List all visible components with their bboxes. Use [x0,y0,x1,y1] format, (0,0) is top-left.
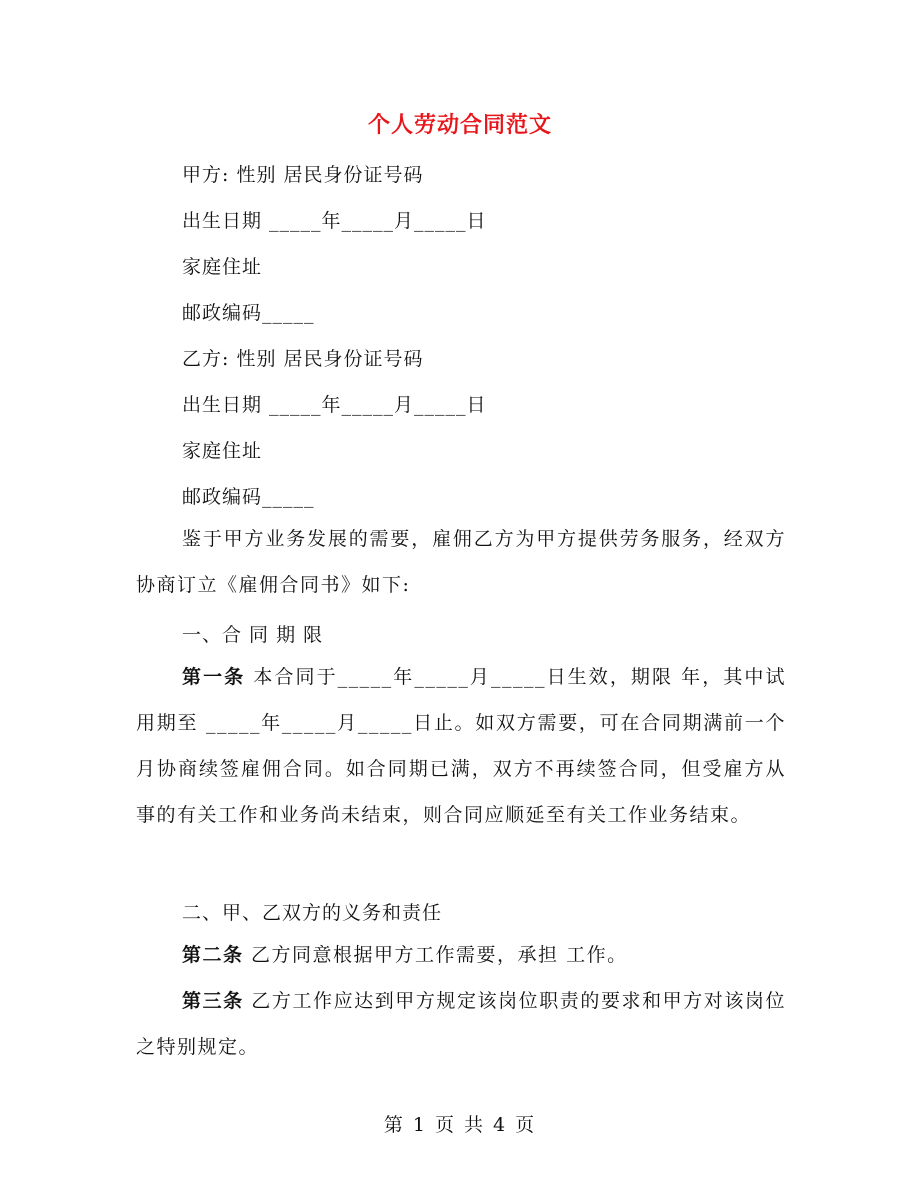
party-b-info: 乙方: 性别 居民身份证号码 [182,348,424,370]
article-3-paragraph [136,978,786,1070]
party-a-birth-date: 出生日期 _____年_____月_____日 [182,210,487,232]
section-1-heading: 一、合 同 期 限 [182,624,324,646]
article-1-text: 本合同于_____年_____月_____日生效，期限 年，其中试用期至 _____年_____月_____日止。如双方需要，可在合同期满前一个月协商续签雇佣合同。如合同期已满，双方不再续签合同，但受雇方从事的有关工作和业务尚未结束，则合同应顺延至有关工作业务结束。 [136,666,786,826]
document-title: 个人劳动合同范文 [367,112,552,138]
preamble-paragraph: 鉴于甲方业务发展的需要，雇佣乙方为甲方提供劳务服务，经双方协商订立《雇佣合同书》如下: [136,528,786,596]
article-3-text: 乙方工作应达到甲方规定该岗位职责的要求和甲方对该岗位之特别规定。 [136,990,786,1058]
article-1-paragraph [136,654,786,838]
party-b-birth-date: 出生日期 _____年_____月_____日 [182,394,487,416]
article-2-text: 乙方同意根据甲方工作需要，承担 工作。 [243,944,628,966]
party-a-postcode: 邮政编码_____ [182,302,315,324]
article-2-paragraph [136,932,786,978]
party-a-address: 家庭住址 [182,256,263,278]
party-b-address: 家庭住址 [182,440,263,462]
section-2-heading: 二、甲、乙双方的义务和责任 [182,902,443,924]
article-3-label: 第三条 [182,990,244,1012]
article-1-label: 第一条 [182,666,246,688]
party-b-postcode: 邮政编码_____ [182,486,315,508]
page-footer: 第 1 页 共 4 页 [383,1114,537,1136]
party-a-info: 甲方: 性别 居民身份证号码 [182,164,424,186]
article-2-label: 第二条 [182,944,244,966]
